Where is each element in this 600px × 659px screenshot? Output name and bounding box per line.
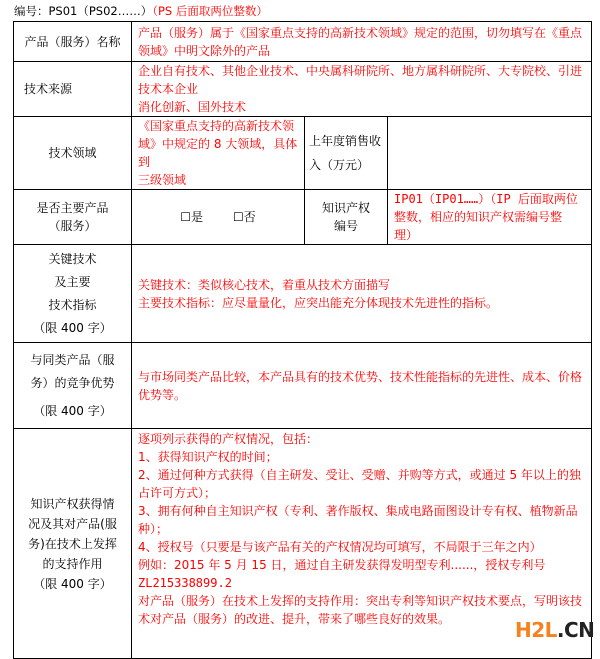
ip-support-label [14, 429, 132, 659]
row-competitive-advantage [14, 343, 592, 429]
ip-support-label-line: 务)在技术上发挥 [28, 536, 117, 551]
competitive-label-line: （限 400 字） [33, 403, 112, 418]
form-number-caption [14, 3, 268, 19]
key-tech-label-line: 技术指标 [48, 297, 97, 312]
ip-support-hint-line: 2、通过何种方式获得（自主研发、受让、受赠、并购等方式，或通过 5 年以上的独 [138, 468, 581, 482]
key-tech-label-line: 关键技术 [48, 251, 97, 266]
key-tech-hint-line: 主要技术指标：应尽量量化，应突出能充分体现技术先进性的指标。 [138, 295, 499, 310]
sales-revenue-label-line: 入（万元） [309, 158, 370, 172]
row-tech-field [14, 117, 592, 190]
key-tech-label-line: （限 400 字） [33, 320, 112, 335]
ip-support-hint-line: 对产品（服务）在技术上发挥的支持作用：突出专利等知识产权技术要点，写明该技 [138, 594, 583, 608]
ip-number-label-line: 编号 [333, 219, 358, 233]
competitive-label-line: 务）的竞争优势 [30, 375, 115, 390]
row-key-tech [14, 245, 592, 343]
tech-field-hint-line: 三级领域 [138, 173, 187, 187]
row-product-name [14, 22, 592, 62]
checkbox-no[interactable]: ☐否 [233, 210, 256, 224]
competitive-hint-line: 优势等。 [138, 387, 187, 402]
ip-support-hint-line: 4、授权号（只要是与该产品有关的产权情况均可填写，不局限于三年之内） [138, 540, 542, 554]
tech-source-label: 技术来源 [14, 62, 132, 117]
tech-field-label: 技术领域 [14, 117, 132, 190]
product-name-label: 产品（服务）名称 [14, 22, 132, 62]
tech-source-hint-line: 企业自有技术、其他企业技术、中央属科研院所、地方属科研院所、大专院校、引进技术本企业 [138, 64, 583, 96]
ip-number-hint-line: 整数，相应的知识产权需编号整 [394, 210, 563, 224]
ip-number-hint-line: IP01（IP01……）（IP 后面取两位 [394, 192, 578, 206]
product-name-hint-line: 领域》中明文除外的产品 [138, 43, 271, 58]
ip-support-hint-line: 例如：2015 年 5 月 15 日，通过自主研发获得发明型专利......，授权专利号 [138, 558, 546, 572]
row-ip-support [14, 429, 592, 659]
form-number-prefix: 编号：PS01（PS02……） [14, 4, 153, 18]
key-tech-field[interactable] [132, 245, 592, 343]
checkbox-yes[interactable]: ☐是 [180, 210, 203, 224]
tech-field-hint-line: 域》中规定的 8 大领域，具体到 [138, 137, 298, 169]
main-product-label [14, 190, 132, 245]
site-watermark-logo [515, 618, 594, 642]
ip-number-label [305, 190, 388, 245]
competitive-label [14, 343, 132, 429]
main-product-choice [132, 190, 305, 245]
sales-revenue-label [305, 117, 388, 190]
ip-support-label-line: 况及其对产品(服 [28, 516, 117, 531]
competitive-field[interactable] [132, 343, 592, 429]
key-tech-label-line: 及主要 [54, 274, 91, 289]
ip-support-hint-line: 术对产品（服务）的改进、提升，带来了哪些良好的效果。 [138, 612, 451, 626]
ip-support-hint-line: ZL215338899.2 [138, 576, 232, 590]
ip-support-label-line: 的支持作用 [42, 556, 103, 571]
sales-revenue-label-line: 上年度销售收 [309, 134, 382, 148]
key-tech-label [14, 245, 132, 343]
sales-revenue-input[interactable] [388, 117, 592, 190]
row-tech-source [14, 62, 592, 117]
product-name-field[interactable] [132, 22, 592, 62]
watermark-part-2: .CN [556, 618, 595, 642]
main-product-label-line: （服务） [48, 219, 97, 233]
ip-support-label-line: 知识产权获得情 [30, 496, 115, 511]
ip-support-hint-line: 种）； [138, 522, 169, 536]
ip-number-hint-line: 理） [394, 228, 419, 242]
ip-support-hint-line: 占许可方式）； [138, 486, 217, 500]
tech-field-field[interactable] [132, 117, 305, 190]
ip-number-label-line: 知识产权 [321, 201, 370, 215]
product-info-table [13, 21, 592, 659]
watermark-part-1: H2L [515, 618, 557, 642]
ip-support-hint-line: 1、获得知识产权的时间； [138, 450, 278, 464]
competitive-label-line: 与同类产品（服 [30, 352, 115, 367]
main-product-label-line: 是否主要产品 [36, 201, 109, 215]
row-main-product [14, 190, 592, 245]
tech-source-hint-line: 消化创新、国外技术 [138, 100, 247, 114]
ip-number-field[interactable] [388, 190, 592, 245]
competitive-hint-line: 与市场同类产品比较，本产品具有的技术优势、技术性能指标的先进性、成本、价格 [138, 369, 583, 384]
ip-support-label-line: （限 400 字） [33, 576, 112, 591]
ip-support-hint-line: 逐项列示获得的产权情况，包括： [138, 432, 319, 446]
form-number-note: （PS 后面取两位整数） [152, 4, 268, 18]
ip-support-hint-line: 3、拥有何种自主知识产权（专利、著作版权、集成电路面图设计专有权、植物新品 [138, 504, 578, 518]
key-tech-hint-line: 关键技术：类似核心技术，着重从技术方面描写 [138, 277, 391, 292]
product-name-hint-line: 产品（服务）属于《国家重点支持的高新技术领域》规定的范围，切勿填写在《重点 [138, 25, 583, 40]
tech-source-field[interactable] [132, 62, 592, 117]
tech-field-hint-line: 《国家重点支持的高新技术领 [138, 119, 295, 133]
